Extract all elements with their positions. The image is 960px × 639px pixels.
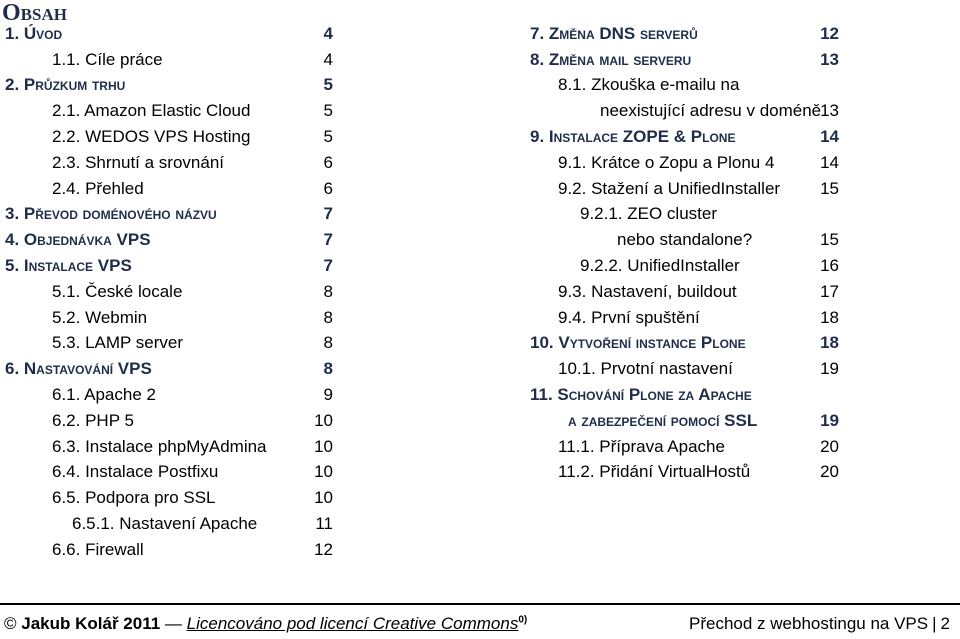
toc-entry[interactable] xyxy=(0,487,345,513)
toc-entry-title: 9.1. Krátce o Zopu a Plonu 4 xyxy=(558,152,775,172)
footer-doc-title: Přechod z webhostingu na VPS xyxy=(689,614,929,633)
toc-entry[interactable] xyxy=(0,152,345,178)
page-footer xyxy=(0,606,960,636)
toc-entry[interactable] xyxy=(525,49,855,75)
toc-entry[interactable] xyxy=(525,126,855,152)
toc-entry-title: 9.2.1. ZEO cluster xyxy=(580,204,717,224)
toc-entry[interactable] xyxy=(525,307,855,333)
toc-entry-page: 8 xyxy=(323,359,333,379)
toc-entry-page: 6 xyxy=(323,152,333,172)
toc-entry[interactable] xyxy=(525,462,855,488)
toc-entry-title: 2. Průzkum trhu xyxy=(5,75,126,95)
toc-entry-title: 11. Schování Plone za Apache xyxy=(530,384,752,404)
toc-entry-page: 10 xyxy=(314,410,333,430)
toc-entry-page: 18 xyxy=(820,333,839,353)
toc-entry-title: 6.4. Instalace Postfixu xyxy=(52,462,219,482)
toc-entry[interactable] xyxy=(525,255,855,281)
toc-entry-page: 4 xyxy=(323,49,333,69)
toc-entry-page: 8 xyxy=(323,307,333,327)
toc-entry-title: nebo standalone? xyxy=(617,230,753,250)
toc-entry-title: 1.1. Cíle práce xyxy=(52,49,163,69)
toc-entry-title: 2.2. WEDOS VPS Hosting xyxy=(52,126,251,146)
footer-license-mark: 0) xyxy=(518,614,528,626)
toc-entry[interactable] xyxy=(0,539,345,565)
toc-entry-page: 13 xyxy=(820,49,839,69)
toc-entry-page: 12 xyxy=(820,23,839,43)
toc-entry-title: 6.5.1. Nastavení Apache xyxy=(72,513,258,533)
toc-entry[interactable] xyxy=(0,204,345,230)
toc-entry-page: 7 xyxy=(323,255,333,275)
toc-right-column xyxy=(525,23,855,487)
toc-entry[interactable] xyxy=(525,178,855,204)
toc-entry-page: 8 xyxy=(323,333,333,353)
toc-entry[interactable] xyxy=(0,281,345,307)
toc-entry-title: 5.1. České locale xyxy=(52,281,183,301)
toc-entry-title: 6.5. Podpora pro SSL xyxy=(52,488,216,508)
toc-entry-page: 19 xyxy=(820,410,839,430)
toc-entry-page: 10 xyxy=(314,462,333,482)
toc-entry-page: 12 xyxy=(314,539,333,559)
toc-entry[interactable] xyxy=(525,152,855,178)
toc-entry-title: 2.3. Shrnutí a srovnání xyxy=(52,152,224,172)
toc-entry-page: 6 xyxy=(323,178,333,198)
toc-entry-title: neexistující adresu v doméně xyxy=(600,101,822,121)
toc-entry[interactable] xyxy=(525,204,855,230)
toc-entry-title: 7. Změna DNS serverů xyxy=(530,23,698,43)
toc-entry-page: 14 xyxy=(820,152,839,172)
toc-title: Obsah xyxy=(2,0,67,26)
toc-entry-title: a zabezpečení pomocí SSL xyxy=(568,410,758,430)
toc-entry[interactable] xyxy=(525,75,855,101)
toc-entry-page: 14 xyxy=(820,126,839,146)
toc-entry[interactable] xyxy=(0,462,345,488)
toc-entry[interactable] xyxy=(0,49,345,75)
toc-entry-page: 20 xyxy=(820,462,839,482)
toc-entry-title: 8. Změna mail serveru xyxy=(530,49,692,69)
toc-entry-page: 15 xyxy=(820,230,839,250)
toc-entry-title: 1. Úvod xyxy=(5,23,63,43)
toc-entry-title: 5.3. LAMP server xyxy=(52,333,184,353)
toc-entry-page: 17 xyxy=(820,281,839,301)
copyright-symbol: © xyxy=(4,614,17,633)
toc-entry-title: 9.3. Nastavení, buildout xyxy=(558,281,737,301)
toc-entry[interactable] xyxy=(0,513,345,539)
toc-entry[interactable] xyxy=(525,281,855,307)
footer-dash: — xyxy=(164,614,182,633)
toc-entry[interactable] xyxy=(525,229,855,255)
toc-entry-page: 9 xyxy=(323,384,333,404)
footer-separator: | xyxy=(932,614,937,633)
footer-left xyxy=(4,614,527,634)
toc-entry-title: 9. Instalace ZOPE & Plone xyxy=(530,126,736,146)
toc-entry[interactable] xyxy=(0,410,345,436)
toc-entry-page: 13 xyxy=(820,101,839,121)
toc-entry[interactable] xyxy=(0,307,345,333)
toc-entry-page: 18 xyxy=(820,307,839,327)
toc-entry-page: 10 xyxy=(314,436,333,456)
toc-entry-page: 8 xyxy=(323,281,333,301)
toc-entry-page: 11 xyxy=(315,513,333,533)
toc-entry[interactable] xyxy=(0,255,345,281)
toc-entry[interactable] xyxy=(525,333,855,359)
toc-entry-page: 5 xyxy=(323,126,333,146)
toc-entry-title: 4. Objednávka VPS xyxy=(5,230,151,250)
toc-entry-title: 11.1. Příprava Apache xyxy=(558,436,725,456)
toc-entry-title: 6.1. Apache 2 xyxy=(52,384,156,404)
toc-entry-title: 2.1. Amazon Elastic Cloud xyxy=(52,101,251,121)
toc-entry-title: 3. Převod doménového názvu xyxy=(5,204,217,224)
toc-entry-title: 11.2. Přidání VirtualHostů xyxy=(558,462,751,482)
toc-entry[interactable] xyxy=(0,100,345,126)
toc-entry-title: 5.2. Webmin xyxy=(52,307,148,327)
toc-entry-page: 7 xyxy=(323,204,333,224)
footer-right xyxy=(689,614,950,634)
toc-entry-page: 16 xyxy=(820,255,839,275)
toc-entry-page: 15 xyxy=(820,178,839,198)
toc-entry-page: 4 xyxy=(323,23,333,43)
toc-entry[interactable] xyxy=(525,384,855,410)
toc-entry-page: 10 xyxy=(314,488,333,508)
toc-entry-title: 6.6. Firewall xyxy=(52,539,144,559)
toc-entry[interactable] xyxy=(525,358,855,384)
toc-entry[interactable] xyxy=(0,229,345,255)
toc-entry[interactable] xyxy=(0,333,345,359)
toc-entry[interactable] xyxy=(0,384,345,410)
toc-entry-title: 9.4. První spuštění xyxy=(558,307,700,327)
toc-entry[interactable] xyxy=(0,436,345,462)
toc-entry[interactable] xyxy=(0,126,345,152)
toc-entry[interactable] xyxy=(0,23,345,49)
toc-entry-title: 2.4. Přehled xyxy=(52,178,144,198)
toc-entry-page: 19 xyxy=(820,359,839,379)
toc-entry-title: 9.2. Stažení a UnifiedInstaller xyxy=(558,178,781,198)
toc-entry-page: 5 xyxy=(323,75,333,95)
toc-entry-title: 6.3. Instalace phpMyAdmina xyxy=(52,436,267,456)
toc-entry[interactable] xyxy=(525,100,855,126)
toc-entry[interactable] xyxy=(0,75,345,101)
toc-entry-title: 6. Nastavování VPS xyxy=(5,359,152,379)
toc-entry-title: 10.1. Prvotní nastavení xyxy=(558,359,733,379)
toc-entry-title: 9.2.2. UnifiedInstaller xyxy=(580,255,740,275)
toc-entry-title: 10. Vytvoření instance Plone xyxy=(530,333,746,353)
toc-entry[interactable] xyxy=(525,410,855,436)
toc-entry-page: 5 xyxy=(323,101,333,121)
toc-entry-page: 20 xyxy=(820,436,839,456)
footer-page-number: 2 xyxy=(940,614,950,633)
toc-entry[interactable] xyxy=(0,178,345,204)
toc-entry-page: 7 xyxy=(323,230,333,250)
toc-entry[interactable] xyxy=(0,358,345,384)
toc-entry[interactable] xyxy=(525,436,855,462)
footer-license-link[interactable]: Licencováno pod licencí Creative Commons xyxy=(186,614,519,633)
toc-entry-title: 5. Instalace VPS xyxy=(5,255,132,275)
toc-entry-title: 8.1. Zkouška e-mailu na xyxy=(558,75,740,95)
toc-left-column xyxy=(0,23,345,565)
toc-entry[interactable] xyxy=(525,23,855,49)
footer-divider xyxy=(0,603,960,605)
toc-entry-title: 6.2. PHP 5 xyxy=(52,410,134,430)
footer-author: Jakub Kolář 2011 xyxy=(21,614,161,633)
